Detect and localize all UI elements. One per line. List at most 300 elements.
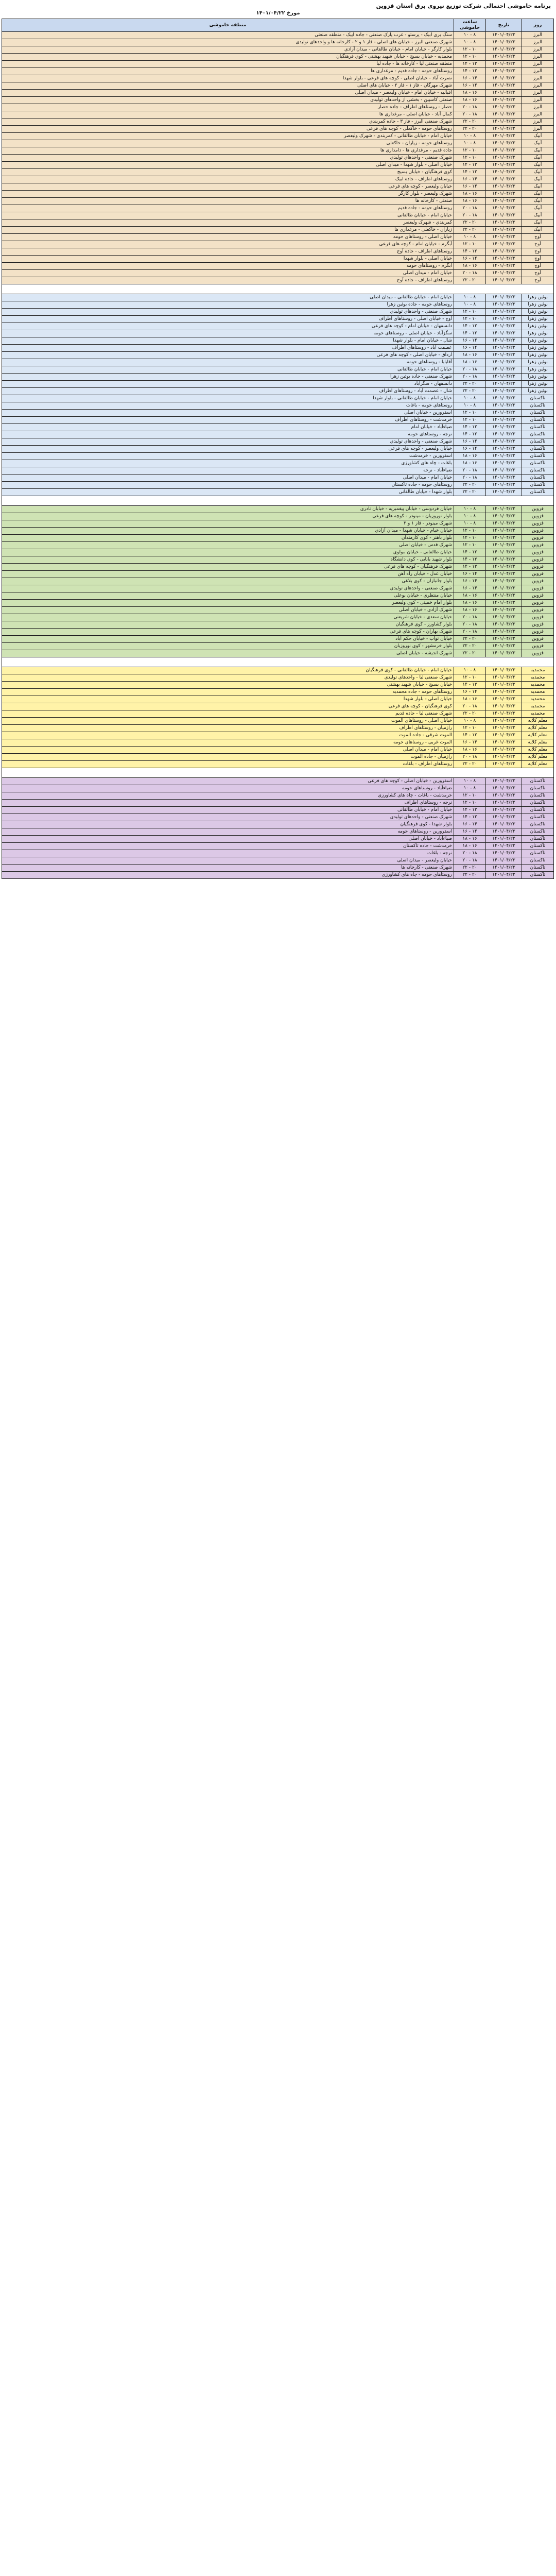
cell-day: تاکستان — [522, 828, 554, 836]
cell-area: کمربندی - شهرک ولیعصر — [2, 219, 454, 227]
cell-date: ۱۴۰۱/۰۴/۲۲ — [486, 629, 522, 636]
table-row — [2, 155, 554, 162]
cell-day: البرز — [522, 111, 554, 118]
cell-day: تاکستان — [522, 482, 554, 489]
cell-area: خیابان امام - میدان اصلی — [2, 747, 454, 754]
cell-date: ۱۴۰۱/۰۴/۲۲ — [486, 337, 522, 345]
table-row — [2, 513, 554, 520]
table-row — [2, 520, 554, 528]
cell-time: ۱۲ - ۱۴ — [454, 323, 486, 330]
cell-date: ۱۴۰۱/۰۴/۲۲ — [486, 352, 522, 359]
cell-date: ۱۴۰۱/۰۴/۲۲ — [486, 578, 522, 585]
cell-date: ۱۴۰۱/۰۴/۲۲ — [486, 227, 522, 234]
cell-date: ۱۴۰۱/۰۴/۲۲ — [486, 219, 522, 227]
table-row — [2, 792, 554, 800]
cell-area: ضیاءآباد - خیابان اصلی — [2, 836, 454, 843]
cell-day: تاکستان — [522, 402, 554, 410]
cell-date: ۱۴۰۱/۰۴/۲۲ — [486, 600, 522, 607]
table-row — [2, 506, 554, 513]
cell-time: ۱۴ - ۱۶ — [454, 337, 486, 345]
cell-time: ۱۶ - ۱۸ — [454, 607, 486, 614]
table-row — [2, 571, 554, 578]
cell-date: ۱۴۰۱/۰۴/۲۲ — [486, 316, 522, 323]
table-row — [2, 636, 554, 643]
cell-day: بوئین زهرا — [522, 330, 554, 337]
cell-area: روستاهای اطراف - باغات — [2, 761, 454, 768]
cell-area: بلوار نوروزیان - مینودر - کوچه های فرعی — [2, 513, 454, 520]
cell-day: تاکستان — [522, 474, 554, 482]
header-day: روز — [522, 19, 554, 32]
table-row — [2, 482, 554, 489]
cell-date: ۱۴۰۱/۰۴/۲۲ — [486, 792, 522, 800]
cell-date: ۱۴۰۱/۰۴/۲۲ — [486, 345, 522, 352]
cell-date: ۱۴۰۱/۰۴/۲۲ — [486, 183, 522, 191]
cell-area: روستاهای حومه - جاده قدیم — [2, 205, 454, 212]
cell-time: ۱۲ - ۱۴ — [454, 61, 486, 68]
cell-date: ۱۴۰۱/۰۴/۲۲ — [486, 682, 522, 689]
cell-area: شهرک صنعتی البرز - فاز ۳ - جاده کمربندی — [2, 118, 454, 126]
cell-date: ۱۴۰۱/۰۴/۲۲ — [486, 778, 522, 785]
cell-day: بوئین زهرا — [522, 381, 554, 388]
cell-time: ۱۸ - ۲۰ — [454, 703, 486, 710]
cell-date: ۱۴۰۱/۰۴/۲۲ — [486, 90, 522, 97]
cell-area: نرجه - باغات — [2, 850, 454, 857]
cell-area: ضیاءآباد - نرجه — [2, 467, 454, 474]
cell-area: خیابان خیام - خیابان شهدا - میدان آزادی — [2, 528, 454, 535]
cell-area: شهرک بهاران - کوچه های فرعی — [2, 629, 454, 636]
table-row — [2, 460, 554, 467]
separator-cell — [2, 768, 554, 778]
cell-date: ۱۴۰۱/۰۴/۲۲ — [486, 836, 522, 843]
table-row — [2, 140, 554, 147]
cell-date: ۱۴۰۱/۰۴/۲۲ — [486, 725, 522, 732]
cell-time: ۱۲ - ۱۴ — [454, 549, 486, 556]
cell-time: ۸ - ۱۰ — [454, 667, 486, 674]
cell-area: جاده قدیم - مرغداری ها - دامداری ها — [2, 147, 454, 155]
cell-time: ۱۶ - ۱۸ — [454, 352, 486, 359]
cell-time: ۱۰ - ۱۲ — [454, 46, 486, 54]
cell-date: ۱۴۰۱/۰۴/۲۲ — [486, 520, 522, 528]
cell-day: البرز — [522, 82, 554, 90]
cell-area: زیاران - خاکعلی - مرغداری ها — [2, 227, 454, 234]
cell-area: خیابان امام - خیابان طالقانی - کمربندی - شهرک ولیعصر — [2, 133, 454, 140]
table-row — [2, 643, 554, 650]
cell-time: ۱۶ - ۱۸ — [454, 600, 486, 607]
table-row — [2, 227, 554, 234]
cell-day: قزوین — [522, 600, 554, 607]
cell-area: آبگرم - خیابان امام - کوچه های فرعی — [2, 241, 454, 248]
cell-time: ۲۰ - ۲۲ — [454, 388, 486, 395]
cell-day: قزوین — [522, 643, 554, 650]
cell-area: صنعتی کاسپین - بخشی از واحدهای تولیدی — [2, 97, 454, 104]
cell-time: ۱۴ - ۱۶ — [454, 256, 486, 263]
cell-day: آبیک — [522, 183, 554, 191]
table-row — [2, 176, 554, 183]
cell-time: ۱۸ - ۲۰ — [454, 474, 486, 482]
cell-date: ۱۴۰۱/۰۴/۲۲ — [486, 843, 522, 850]
cell-area: بلوار کارگر - خیابان امام - خیابان طالقانی - میدان آزادی — [2, 46, 454, 54]
cell-date: ۱۴۰۱/۰۴/۲۲ — [486, 424, 522, 431]
cell-area: نرجه - روستاهای حومه — [2, 431, 454, 438]
cell-area: شهرک ولیعصر - بلوار کارگر — [2, 191, 454, 198]
cell-area: شهرک صنعتی - واحدهای تولیدی — [2, 155, 454, 162]
cell-area: بلوار شهدا - کوی فرهنگیان — [2, 821, 454, 828]
cell-area: خیابان ولیعصر - کوچه های فرعی — [2, 446, 454, 453]
table-row — [2, 850, 554, 857]
cell-day: البرز — [522, 97, 554, 104]
cell-day: قزوین — [522, 650, 554, 657]
table-row — [2, 621, 554, 629]
cell-time: ۲۰ - ۲۲ — [454, 277, 486, 284]
cell-area: شهرک صنعتی لیا - جاده قدیم — [2, 710, 454, 718]
cell-day: البرز — [522, 39, 554, 46]
cell-area: شهرک صنعتی لیا - واحدهای تولیدی — [2, 674, 454, 682]
table-row — [2, 872, 554, 879]
cell-date: ۱۴۰۱/۰۴/۲۲ — [486, 857, 522, 865]
cell-area: روستاهای اطراف - جاده ابیک — [2, 176, 454, 183]
cell-time: ۱۰ - ۱۲ — [454, 792, 486, 800]
cell-day: محمدیه — [522, 689, 554, 696]
table-row — [2, 607, 554, 614]
cell-day: تاکستان — [522, 460, 554, 467]
cell-day: معلم کلایه — [522, 754, 554, 761]
cell-time: ۱۰ - ۱۲ — [454, 725, 486, 732]
cell-time: ۸ - ۱۰ — [454, 395, 486, 402]
cell-date: ۱۴۰۱/۰۴/۲۲ — [486, 97, 522, 104]
cell-day: قزوین — [522, 520, 554, 528]
cell-day: بوئین زهرا — [522, 366, 554, 374]
table-row — [2, 330, 554, 337]
cell-area: خیابان امام - خیابان طالقانی - کوی فرهنگیان — [2, 667, 454, 674]
cell-date: ۱۴۰۱/۰۴/۲۲ — [486, 674, 522, 682]
cell-day: بوئین زهرا — [522, 316, 554, 323]
cell-time: ۱۸ - ۲۰ — [454, 629, 486, 636]
cell-date: ۱۴۰۱/۰۴/۲۲ — [486, 549, 522, 556]
cell-date: ۱۴۰۱/۰۴/۲۲ — [486, 453, 522, 460]
cell-time: ۸ - ۱۰ — [454, 785, 486, 792]
cell-area: خیابان اصلی - روستاهای الموت — [2, 718, 454, 725]
cell-time: ۱۶ - ۱۸ — [454, 747, 486, 754]
cell-date: ۱۴۰۱/۰۴/۲۲ — [486, 703, 522, 710]
cell-day: بوئین زهرا — [522, 352, 554, 359]
cell-day: تاکستان — [522, 467, 554, 474]
table-row — [2, 778, 554, 785]
cell-date: ۱۴۰۱/۰۴/۲۲ — [486, 359, 522, 366]
cell-date: ۱۴۰۱/۰۴/۲۲ — [486, 828, 522, 836]
cell-day: تاکستان — [522, 395, 554, 402]
cell-date: ۱۴۰۱/۰۴/۲۲ — [486, 467, 522, 474]
cell-time: ۱۲ - ۱۴ — [454, 248, 486, 256]
cell-area: نصرت آباد - خیابان اصلی - کوچه های فرعی - بلوار شهدا — [2, 75, 454, 82]
cell-date: ۱۴۰۱/۰۴/۲۲ — [486, 126, 522, 133]
cell-date: ۱۴۰۱/۰۴/۲۲ — [486, 785, 522, 792]
group-separator — [2, 496, 554, 506]
cell-day: تاکستان — [522, 453, 554, 460]
cell-time: ۱۶ - ۱۸ — [454, 696, 486, 703]
cell-area: رازمیان - جاده الموت — [2, 754, 454, 761]
cell-date: ۱۴۰۱/۰۴/۲۲ — [486, 513, 522, 520]
cell-area: خیابان ولیعصر - کوچه های فرعی — [2, 183, 454, 191]
cell-area: صنعتی - کارخانه ها — [2, 198, 454, 205]
cell-date: ۱۴۰۱/۰۴/۲۲ — [486, 506, 522, 513]
cell-day: تاکستان — [522, 872, 554, 879]
cell-day: تاکستان — [522, 850, 554, 857]
cell-date: ۱۴۰۱/۰۴/۲۲ — [486, 614, 522, 621]
table-row — [2, 54, 554, 61]
cell-area: روستاهای حومه - جاده محمدیه — [2, 689, 454, 696]
cell-time: ۱۴ - ۱۶ — [454, 689, 486, 696]
table-row — [2, 169, 554, 176]
cell-date: ۱۴۰۱/۰۴/۲۲ — [486, 61, 522, 68]
cell-date: ۱۴۰۱/۰۴/۲۲ — [486, 82, 522, 90]
cell-time: ۱۸ - ۲۰ — [454, 366, 486, 374]
cell-date: ۱۴۰۱/۰۴/۲۲ — [486, 68, 522, 75]
cell-area: خیابان فردوسی - خیابان پیغمبریه - خیابان نادری — [2, 506, 454, 513]
table-row — [2, 725, 554, 732]
cell-day: البرز — [522, 118, 554, 126]
cell-day: محمدیه — [522, 667, 554, 674]
table-row — [2, 46, 554, 54]
cell-time: ۸ - ۱۰ — [454, 520, 486, 528]
table-row — [2, 578, 554, 585]
table-row — [2, 309, 554, 316]
table-row — [2, 241, 554, 248]
cell-time: ۱۰ - ۱۲ — [454, 800, 486, 807]
cell-date: ۱۴۰۱/۰۴/۲۲ — [486, 636, 522, 643]
cell-day: تاکستان — [522, 438, 554, 446]
table-row — [2, 191, 554, 198]
cell-day: آبیک — [522, 176, 554, 183]
table-row — [2, 395, 554, 402]
cell-day: البرز — [522, 61, 554, 68]
table-row — [2, 316, 554, 323]
cell-day: تاکستان — [522, 814, 554, 821]
cell-area: خیابان بسیج - خیابان شهید بهشتی — [2, 682, 454, 689]
cell-time: ۱۴ - ۱۶ — [454, 571, 486, 578]
table-row — [2, 467, 554, 474]
table-row — [2, 821, 554, 828]
cell-day: محمدیه — [522, 682, 554, 689]
cell-time: ۱۸ - ۲۰ — [454, 850, 486, 857]
table-row — [2, 489, 554, 496]
cell-date: ۱۴۰۱/۰۴/۲۲ — [486, 248, 522, 256]
cell-area: بلوار جانبازان - کوی بلاغی — [2, 578, 454, 585]
cell-date: ۱۴۰۱/۰۴/۲۲ — [486, 32, 522, 39]
table-row — [2, 263, 554, 270]
table-row — [2, 556, 554, 564]
cell-area: روستاهای حومه - چاه های کشاورزی — [2, 872, 454, 879]
cell-day: تاکستان — [522, 424, 554, 431]
cell-time: ۸ - ۱۰ — [454, 133, 486, 140]
cell-day: تاکستان — [522, 785, 554, 792]
table-row — [2, 600, 554, 607]
cell-date: ۱۴۰۱/۰۴/۲۲ — [486, 535, 522, 542]
cell-day: آبیک — [522, 155, 554, 162]
cell-area: اقبالیه - خیابان امام - خیابان ولیعصر - میدان اصلی — [2, 90, 454, 97]
cell-date: ۱۴۰۱/۰۴/۲۲ — [486, 169, 522, 176]
table-row — [2, 667, 554, 674]
cell-day: قزوین — [522, 506, 554, 513]
cell-time: ۸ - ۱۰ — [454, 402, 486, 410]
cell-day: آبیک — [522, 212, 554, 219]
cell-date: ۱۴۰۱/۰۴/۲۲ — [486, 564, 522, 571]
cell-time: ۱۰ - ۱۲ — [454, 241, 486, 248]
table-row — [2, 388, 554, 395]
cell-time: ۲۰ - ۲۲ — [454, 872, 486, 879]
cell-time: ۸ - ۱۰ — [454, 234, 486, 241]
cell-day: آوج — [522, 256, 554, 263]
cell-day: آوج — [522, 263, 554, 270]
cell-area: خیابان امام - خیابان طالقانی — [2, 366, 454, 374]
cell-day: بوئین زهرا — [522, 337, 554, 345]
table-row — [2, 345, 554, 352]
cell-time: ۱۲ - ۱۴ — [454, 169, 486, 176]
table-row — [2, 732, 554, 739]
cell-time: ۱۰ - ۱۲ — [454, 309, 486, 316]
cell-day: تاکستان — [522, 489, 554, 496]
cell-day: قزوین — [522, 629, 554, 636]
table-row — [2, 629, 554, 636]
cell-day: تاکستان — [522, 446, 554, 453]
cell-time: ۱۴ - ۱۶ — [454, 821, 486, 828]
cell-area: بلوار کشاورز - کوی فرهنگیان — [2, 621, 454, 629]
table-row — [2, 61, 554, 68]
cell-date: ۱۴۰۱/۰۴/۲۲ — [486, 162, 522, 169]
cell-time: ۱۰ - ۱۲ — [454, 155, 486, 162]
cell-day: قزوین — [522, 549, 554, 556]
cell-day: البرز — [522, 32, 554, 39]
cell-date: ۱۴۰۱/۰۴/۲۲ — [486, 410, 522, 417]
cell-day: معلم کلایه — [522, 718, 554, 725]
cell-day: آبیک — [522, 140, 554, 147]
table-row — [2, 417, 554, 424]
cell-date: ۱۴۰۱/۰۴/۲۲ — [486, 754, 522, 761]
cell-time: ۱۰ - ۱۲ — [454, 54, 486, 61]
cell-area: کمال آباد - خیابان اصلی - مرغداری ها — [2, 111, 454, 118]
table-row — [2, 542, 554, 549]
cell-time: ۱۶ - ۱۸ — [454, 263, 486, 270]
cell-date: ۱۴۰۱/۰۴/۲۲ — [486, 366, 522, 374]
cell-area: خیابان امام - خیابان طالقانی - میدان اصلی — [2, 294, 454, 301]
table-row — [2, 32, 554, 39]
cell-time: ۱۶ - ۱۸ — [454, 97, 486, 104]
cell-area: آوج - خیابان اصلی - روستاهای اطراف — [2, 316, 454, 323]
cell-area: اسفرورین - خرمدشت — [2, 453, 454, 460]
cell-date: ۱۴۰۱/۰۴/۲۲ — [486, 111, 522, 118]
cell-area: شهرک مهرگان - فاز ۱ - فاز ۲ - خیابان های اصلی — [2, 82, 454, 90]
cell-date: ۱۴۰۱/۰۴/۲۲ — [486, 431, 522, 438]
table-row — [2, 564, 554, 571]
cell-time: ۱۸ - ۲۰ — [454, 467, 486, 474]
cell-time: ۱۶ - ۱۸ — [454, 90, 486, 97]
cell-time: ۱۸ - ۲۰ — [454, 111, 486, 118]
cell-time: ۱۶ - ۱۸ — [454, 191, 486, 198]
cell-date: ۱۴۰۱/۰۴/۲۲ — [486, 256, 522, 263]
cell-area: منطقه صنعتی لیا - کارخانه ها - جاده لیا — [2, 61, 454, 68]
cell-time: ۱۴ - ۱۶ — [454, 585, 486, 592]
group-separator — [2, 768, 554, 778]
table-row — [2, 162, 554, 169]
cell-area: کوی فرهنگیان - خیابان بسیج — [2, 169, 454, 176]
cell-date: ۱۴۰۱/۰۴/۲۲ — [486, 850, 522, 857]
cell-area: خرمدشت - باغات - چاه های کشاورزی — [2, 792, 454, 800]
table-row — [2, 90, 554, 97]
cell-date: ۱۴۰۱/۰۴/۲۲ — [486, 528, 522, 535]
cell-time: ۲۰ - ۲۲ — [454, 650, 486, 657]
cell-area: خیابان نواب - خیابان حکم آباد — [2, 636, 454, 643]
cell-area: دانسفهان - خیابان امام - کوچه های فرعی — [2, 323, 454, 330]
cell-area: خیابان امام - خیابان طالقانی — [2, 212, 454, 219]
cell-area: شهرک صنعتی - کارخانه ها — [2, 865, 454, 872]
cell-day: بوئین زهرا — [522, 294, 554, 301]
cell-date: ۱۴۰۱/۰۴/۲۲ — [486, 732, 522, 739]
cell-time: ۱۶ - ۱۸ — [454, 836, 486, 843]
cell-time: ۲۰ - ۲۲ — [454, 489, 486, 496]
cell-day: آوج — [522, 234, 554, 241]
cell-time: ۲۰ - ۲۲ — [454, 761, 486, 768]
cell-time: ۱۴ - ۱۶ — [454, 75, 486, 82]
cell-time: ۱۶ - ۱۸ — [454, 359, 486, 366]
table-row — [2, 424, 554, 431]
cell-area: ارداق - خیابان اصلی - کوچه های فرعی — [2, 352, 454, 359]
cell-day: البرز — [522, 68, 554, 75]
table-row — [2, 198, 554, 205]
cell-date: ۱۴۰۱/۰۴/۲۲ — [486, 155, 522, 162]
cell-area: کوی فرهنگیان - کوچه های فرعی — [2, 703, 454, 710]
cell-date: ۱۴۰۱/۰۴/۲۲ — [486, 607, 522, 614]
cell-area: ضیاءآباد - خیابان امام — [2, 424, 454, 431]
cell-time: ۱۸ - ۲۰ — [454, 614, 486, 621]
cell-date: ۱۴۰۱/۰۴/۲۲ — [486, 46, 522, 54]
cell-date: ۱۴۰۱/۰۴/۲۲ — [486, 133, 522, 140]
cell-day: محمدیه — [522, 710, 554, 718]
cell-day: آبیک — [522, 162, 554, 169]
cell-date: ۱۴۰۱/۰۴/۲۲ — [486, 814, 522, 821]
cell-date: ۱۴۰۱/۰۴/۲۲ — [486, 294, 522, 301]
table-row — [2, 82, 554, 90]
cell-time: ۱۴ - ۱۶ — [454, 446, 486, 453]
cell-day: معلم کلایه — [522, 732, 554, 739]
cell-day: معلم کلایه — [522, 739, 554, 747]
cell-area: خیابان امام - میدان اصلی — [2, 474, 454, 482]
cell-time: ۱۲ - ۱۴ — [454, 564, 486, 571]
cell-time: ۲۰ - ۲۲ — [454, 643, 486, 650]
document-title: برنامه خاموشی احتمالی شرکت توزیع نیروی برق استان قزوین — [376, 3, 551, 9]
cell-day: تاکستان — [522, 836, 554, 843]
cell-date: ۱۴۰۱/۰۴/۲۲ — [486, 667, 522, 674]
cell-day: بوئین زهرا — [522, 374, 554, 381]
cell-day: تاکستان — [522, 410, 554, 417]
cell-date: ۱۴۰۱/۰۴/۲۲ — [486, 191, 522, 198]
cell-time: ۱۸ - ۲۰ — [454, 212, 486, 219]
cell-area: رازمیان - روستاهای اطراف — [2, 725, 454, 732]
cell-day: البرز — [522, 75, 554, 82]
cell-area: آقابابا - روستاهای حومه — [2, 359, 454, 366]
cell-area: روستاهای اطراف - جاده آوج — [2, 248, 454, 256]
cell-time: ۱۲ - ۱۴ — [454, 814, 486, 821]
cell-time: ۱۶ - ۱۸ — [454, 592, 486, 600]
table-row — [2, 528, 554, 535]
cell-time: ۱۴ - ۱۶ — [454, 578, 486, 585]
cell-date: ۱۴۰۱/۰۴/۲۲ — [486, 761, 522, 768]
table-row — [2, 857, 554, 865]
cell-time: ۱۶ - ۱۸ — [454, 453, 486, 460]
cell-time: ۱۶ - ۱۸ — [454, 843, 486, 850]
cell-date: ۱۴۰۱/۰۴/۲۲ — [486, 381, 522, 388]
cell-day: بوئین زهرا — [522, 359, 554, 366]
cell-day: آبیک — [522, 205, 554, 212]
cell-day: البرز — [522, 46, 554, 54]
